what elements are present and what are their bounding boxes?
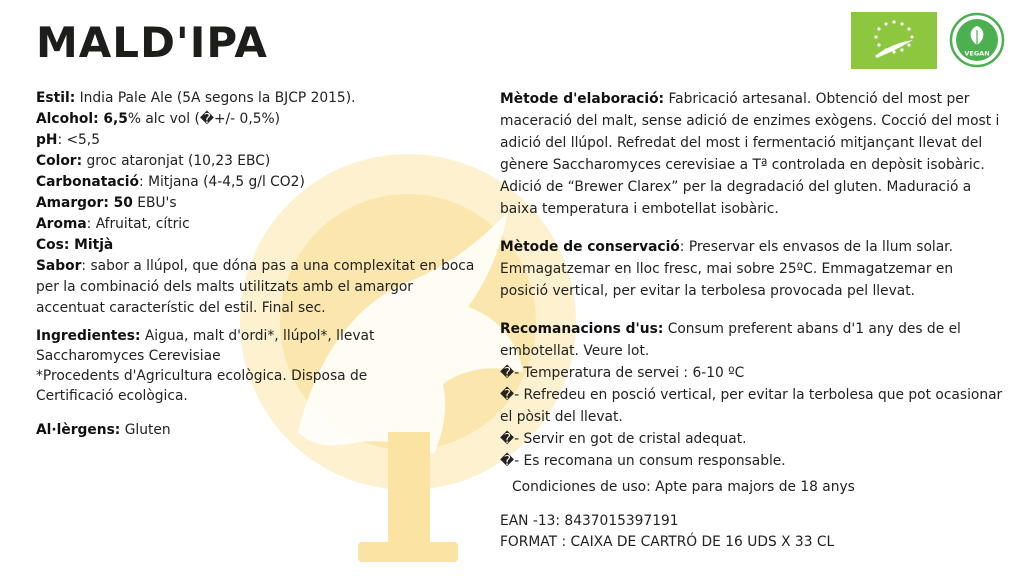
vegan-leaf-icon	[949, 12, 1005, 68]
package-format: FORMAT : CAIXA DE CARTRÓ DE 16 UDS X 33 CL	[500, 534, 835, 550]
flavor-block: Sabor: sabor a llúpol, que dóna pas a una complexitat en boca per la combinació dels malts utilitzats amb el amargor accentuat característic del estil. Final sec.	[36, 258, 475, 316]
ph-row: pH: <5,5	[36, 132, 100, 148]
alcohol-row: Alcohol: 6,5% alc vol (�+/- 0,5%)	[36, 111, 280, 127]
elaboration-block: Mètode d'elaboració: Fabricació artesanal. Obtenció del most per maceració del malt, sense adició de enzimes exògens. Cocció del most i adició del llúpol. Refredat del most i fermentació mitjançant llevat del gènere Saccharomyces cerevisiae a Tª controlada en depòsit isobàric. Adició de “Brewer Clarex” per la degradació del gluten. Maduració a baixa temperatura i embotellat isobàric.	[500, 91, 1000, 217]
list-item: �- Servir en got de cristal adequat.	[500, 431, 747, 447]
body-row: Cos: Mitjà	[36, 237, 114, 253]
product-codes	[500, 511, 1015, 553]
color-row: Color: groc ataronjat (10,23 EBC)	[36, 153, 271, 169]
vegan-badge	[949, 12, 1005, 68]
style-row: Estil: India Pale Ale (5A segons la BJCP 2015).	[36, 90, 356, 106]
eu-organic-leaf-icon	[851, 12, 937, 69]
allergens-row: Al·lèrgens: Gluten	[36, 422, 171, 438]
recommendations-block: Recomanacions d'us: Consum preferent abans d'1 any des de el embotellat. Veure lot. �- Temperatura de servei : 6-10 ºC �- Refredeu en posció vertical, per evitar la terbolesa que pot ocasionar el pòsit del llevat. �- Servir en got de cristal adequat. �- Es recomana un consum responsable.	[500, 318, 1015, 472]
carbonation-row: Carbonatació: Mitjana (4-4,5 g/l CO2)	[36, 174, 305, 190]
list-item: �- Refredeu en posció vertical, per evitar la terbolesa que pot ocasionar	[500, 387, 1003, 403]
conservation-block: Mètode de conservació: Preservar els envasos de la llum solar. Emmagatzemar en lloc fresc, mai sobre 25ºC. Emmagatzemar en posició vertical, per evitar la terbolesa provocada pel llevat.	[500, 239, 954, 299]
list-item: �- Es recomana un consum responsable.	[500, 453, 786, 469]
aroma-row: Aroma: Afruitat, cítric	[36, 216, 190, 232]
usage-conditions: Condiciones de uso: Apte para majors de 18 anys	[512, 479, 855, 495]
specs-column	[36, 88, 486, 440]
ingredients-block: Ingredientes: Aigua, malt d'ordi*, llúpol*, llevat Saccharomyces Cerevisiae *Procedents d'Agricultura ecològica. Disposa de Certificació ecològica.	[36, 328, 375, 404]
ean-code: EAN -13: 8437015397191	[500, 513, 679, 529]
bitterness-row: Amargor: 50 EBU's	[36, 195, 177, 211]
process-column	[500, 88, 1015, 553]
page-title: MALD'IPA	[36, 18, 268, 67]
list-item: �- Temperatura de servei : 6-10 ºC	[500, 365, 745, 381]
vegan-label: VEGAN	[964, 49, 990, 58]
